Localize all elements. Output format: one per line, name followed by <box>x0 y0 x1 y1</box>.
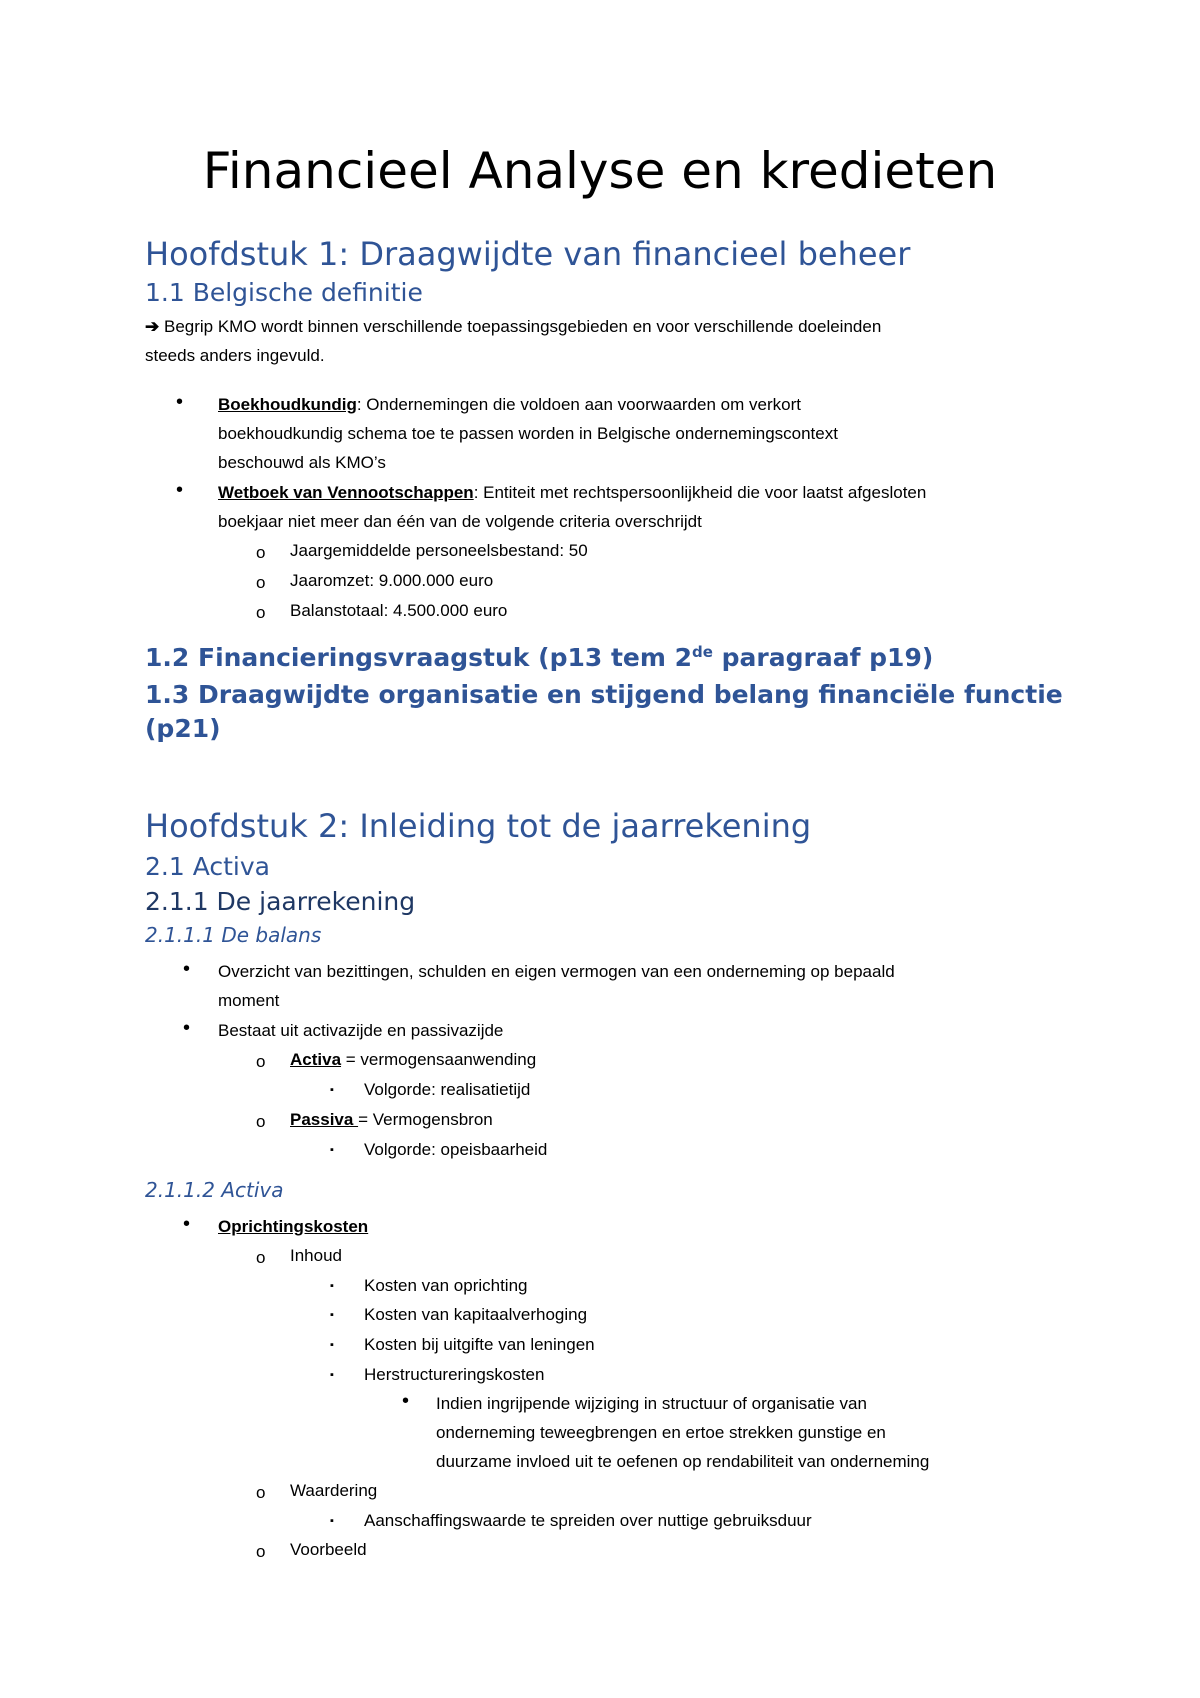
list-item: Waardering <box>290 1481 378 1500</box>
list-item: Herstructureringskosten <box>364 1365 545 1384</box>
list-item: Jaargemiddelde personeelsbestand: 50 <box>290 541 588 560</box>
list-item-continuation: onderneming teweegbrengen en ertoe strekken gunstige en <box>436 1423 886 1442</box>
list-item: Wetboek van Vennootschappen: Entiteit met rechtspersoonlijkheid die voor laatst afgesloten <box>218 483 927 502</box>
circle-bullet-icon: o <box>256 1483 266 1502</box>
circle-bullet-icon: o <box>256 573 266 592</box>
list-item: Kosten van oprichting <box>364 1276 528 1295</box>
section-1-1-heading: 1.1 Belgische definitie <box>145 278 423 307</box>
list-item: Kosten bij uitgifte van leningen <box>364 1335 595 1354</box>
bullet-icon: • <box>176 479 184 501</box>
square-bullet-icon: ▪ <box>330 1280 334 1292</box>
section-2-1-1-2-heading: 2.1.1.2 Activa <box>145 1178 284 1202</box>
circle-bullet-icon: o <box>256 1112 266 1131</box>
list-item-continuation: boekhoudkundig schema toe te passen worden in Belgische ondernemingscontext <box>218 424 838 443</box>
list-item: Oprichtingskosten <box>218 1217 369 1236</box>
circle-bullet-icon: o <box>256 1542 266 1561</box>
intro-paragraph-line: ➔ Begrip KMO wordt binnen verschillende toepassingsgebieden en voor verschillende doeleinden <box>145 317 882 336</box>
intro-paragraph-line: steeds anders ingevuld. <box>145 346 325 365</box>
bullet-icon: • <box>183 1017 191 1039</box>
list-item: Volgorde: opeisbaarheid <box>364 1140 548 1159</box>
list-item-continuation: duurzame invloed uit te oefenen op rendabiliteit van onderneming <box>436 1452 930 1471</box>
section-2-1-heading: 2.1 Activa <box>145 852 270 881</box>
list-item: Activa = vermogensaanwending <box>290 1050 537 1069</box>
chapter-2-heading: Hoofdstuk 2: Inleiding tot de jaarrekening <box>145 807 812 845</box>
circle-bullet-icon: o <box>256 543 266 562</box>
circle-bullet-icon: o <box>256 1248 266 1267</box>
list-item: Bestaat uit activazijde en passivazijde <box>218 1021 504 1040</box>
square-bullet-icon: ▪ <box>330 1084 334 1096</box>
chapter-1-heading: Hoofdstuk 1: Draagwijdte van financieel beheer <box>145 235 911 273</box>
section-2-1-1-1-heading: 2.1.1.1 De balans <box>145 923 322 947</box>
section-1-2-heading: 1.2 Financieringsvraagstuk (p13 tem 2de paragraaf p19) <box>145 643 934 672</box>
circle-bullet-icon: o <box>256 1052 266 1071</box>
square-bullet-icon: ▪ <box>330 1369 334 1381</box>
list-item: Voorbeeld <box>290 1540 367 1559</box>
list-item-continuation: moment <box>218 991 280 1010</box>
circle-bullet-icon: o <box>256 603 266 622</box>
bullet-icon: • <box>402 1390 410 1412</box>
square-bullet-icon: ▪ <box>330 1339 334 1351</box>
list-item-continuation: beschouwd als KMO’s <box>218 453 386 472</box>
list-item: Passiva = Vermogensbron <box>290 1110 493 1129</box>
square-bullet-icon: ▪ <box>330 1144 334 1156</box>
list-item: Volgorde: realisatietijd <box>364 1080 531 1099</box>
list-item: Jaaromzet: 9.000.000 euro <box>290 571 494 590</box>
list-item: Overzicht van bezittingen, schulden en eigen vermogen van een onderneming op bepaald <box>218 962 895 981</box>
section-2-1-1-heading: 2.1.1 De jaarrekening <box>145 887 416 916</box>
list-item-continuation: boekjaar niet meer dan één van de volgende criteria overschrijdt <box>218 512 702 531</box>
list-item: Boekhoudkundig: Ondernemingen die voldoen aan voorwaarden om verkort <box>218 395 801 414</box>
document-title: Financieel Analyse en kredieten <box>202 142 998 200</box>
section-1-3-heading: 1.3 Draagwijdte organisatie en stijgend belang financiële functie (p21) <box>145 680 1063 743</box>
list-item: Inhoud <box>290 1246 342 1265</box>
square-bullet-icon: ▪ <box>330 1515 334 1527</box>
arrow-icon: ➔ <box>145 317 160 336</box>
bullet-icon: • <box>176 391 184 413</box>
square-bullet-icon: ▪ <box>330 1309 334 1321</box>
list-item: Aanschaffingswaarde te spreiden over nuttige gebruiksduur <box>364 1511 812 1530</box>
bullet-icon: • <box>183 1213 191 1235</box>
list-item: Indien ingrijpende wijziging in structuur of organisatie van <box>436 1394 867 1413</box>
bullet-icon: • <box>183 958 191 980</box>
list-item: Balanstotaal: 4.500.000 euro <box>290 601 508 620</box>
list-item: Kosten van kapitaalverhoging <box>364 1305 588 1324</box>
